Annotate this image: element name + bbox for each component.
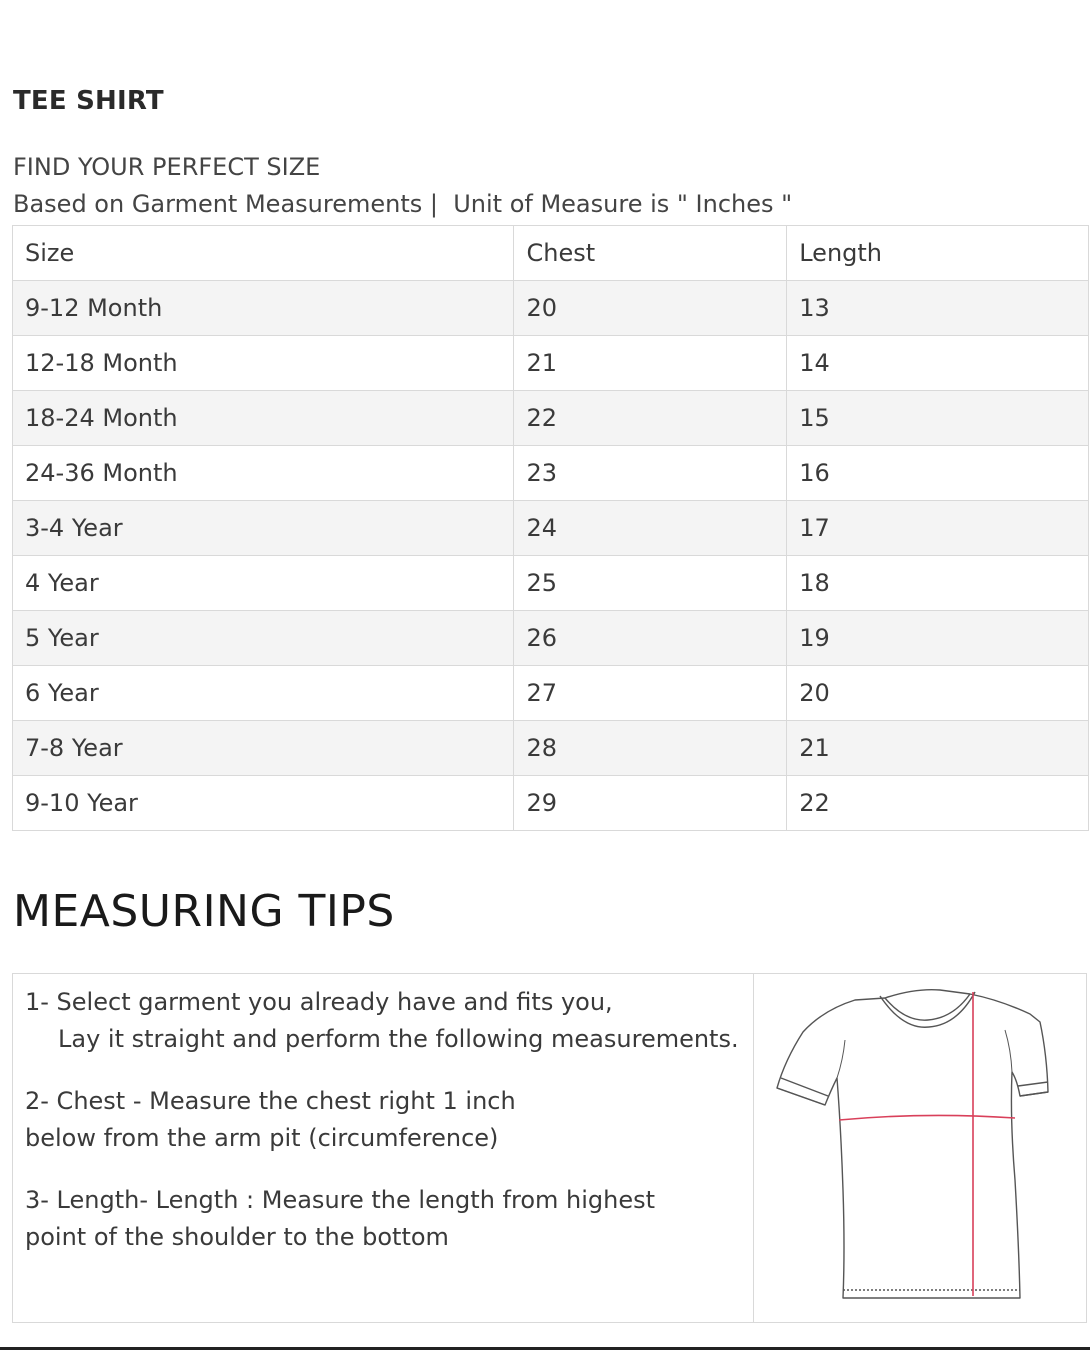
measurement-basis-note: Based on Garment Measurements | Unit of Measure is " Inches " <box>13 190 793 218</box>
tips-divider <box>753 974 754 1322</box>
page-subtitle: FIND YOUR PERFECT SIZE <box>13 153 321 181</box>
measuring-tips-heading: MEASURING TIPS <box>13 886 395 937</box>
cell-length: 22 <box>787 776 1089 831</box>
table-row <box>13 611 1089 666</box>
header-chest: Chest <box>514 226 787 281</box>
cell-chest: 24 <box>514 501 787 556</box>
cell-length: 19 <box>787 611 1089 666</box>
tip-3-line-2: point of the shoulder to the bottom <box>25 1223 449 1251</box>
table-row <box>13 776 1089 831</box>
header-size: Size <box>13 226 514 281</box>
cell-length: 20 <box>787 666 1089 721</box>
cell-chest: 22 <box>514 391 787 446</box>
table-row <box>13 501 1089 556</box>
table-row <box>13 556 1089 611</box>
table-row <box>13 666 1089 721</box>
cell-size: 5 Year <box>13 611 514 666</box>
cell-length: 13 <box>787 281 1089 336</box>
cell-length: 16 <box>787 446 1089 501</box>
cell-size: 9-12 Month <box>13 281 514 336</box>
cell-chest: 29 <box>514 776 787 831</box>
tshirt-measure-icon <box>765 980 1065 1315</box>
cell-length: 21 <box>787 721 1089 776</box>
cell-size: 9-10 Year <box>13 776 514 831</box>
cell-length: 18 <box>787 556 1089 611</box>
cell-size: 3-4 Year <box>13 501 514 556</box>
tip-2 <box>25 1083 750 1157</box>
table-header-row <box>13 226 1089 281</box>
cell-length: 15 <box>787 391 1089 446</box>
cell-chest: 20 <box>514 281 787 336</box>
tips-text <box>25 984 750 1281</box>
table-row <box>13 281 1089 336</box>
table-row <box>13 391 1089 446</box>
cell-size: 18-24 Month <box>13 391 514 446</box>
cell-size: 6 Year <box>13 666 514 721</box>
cell-chest: 28 <box>514 721 787 776</box>
tip-2-line-2: below from the arm pit (circumference) <box>25 1124 499 1152</box>
cell-chest: 25 <box>514 556 787 611</box>
cell-size: 24-36 Month <box>13 446 514 501</box>
table-row <box>13 721 1089 776</box>
cell-length: 17 <box>787 501 1089 556</box>
cell-size: 12-18 Month <box>13 336 514 391</box>
tip-1-line-2: Lay it straight and perform the following measurements. <box>58 1025 739 1053</box>
tip-1-line-1: 1- Select garment you already have and fits you, <box>25 988 613 1016</box>
cell-chest: 21 <box>514 336 787 391</box>
cell-size: 4 Year <box>13 556 514 611</box>
tip-2-line-1: 2- Chest - Measure the chest right 1 inch <box>25 1087 516 1115</box>
tip-3 <box>25 1182 750 1256</box>
cell-chest: 26 <box>514 611 787 666</box>
page-title: TEE SHIRT <box>13 86 164 116</box>
table-row <box>13 336 1089 391</box>
cell-size: 7-8 Year <box>13 721 514 776</box>
cell-chest: 23 <box>514 446 787 501</box>
measuring-tips-box <box>12 973 1087 1323</box>
table-row <box>13 446 1089 501</box>
cell-chest: 27 <box>514 666 787 721</box>
cell-length: 14 <box>787 336 1089 391</box>
tip-3-line-1: 3- Length- Length : Measure the length from highest <box>25 1186 656 1214</box>
header-length: Length <box>787 226 1089 281</box>
tip-1 <box>25 984 750 1058</box>
size-chart-table <box>12 225 1089 831</box>
